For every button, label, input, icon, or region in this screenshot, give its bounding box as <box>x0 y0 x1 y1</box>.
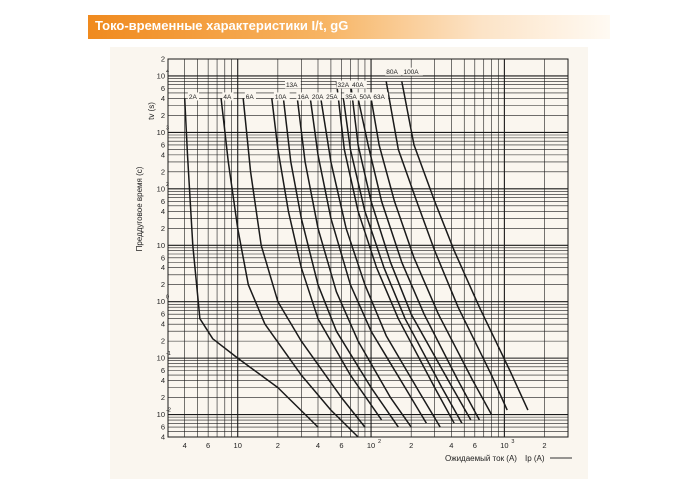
series-label-16A: 16A <box>297 93 309 101</box>
y-tick-exponent: -1 <box>166 351 171 358</box>
series-label-32A: 32A <box>337 82 350 90</box>
x-tick-label: 4 <box>315 441 321 450</box>
y-tick-exponent: -2 <box>166 407 171 414</box>
y-tick-label: 2 <box>160 336 165 346</box>
series-label-13A: 13A <box>285 82 298 90</box>
title-banner <box>88 15 610 39</box>
y-tick-label: 4 <box>160 150 165 160</box>
y-tick-label: 4 <box>160 432 165 442</box>
y-tick-label: 6 <box>160 309 165 319</box>
x-tick-label: 4 <box>182 441 187 450</box>
y-tick-exponent: 0 <box>166 294 170 301</box>
curve-2A <box>185 98 318 427</box>
y-tick-label: 2 <box>160 280 165 290</box>
y-tick-label: 2 <box>160 167 165 177</box>
series-label-25A: 25A <box>326 93 338 101</box>
series-label-6A: 6A <box>245 93 254 101</box>
y-tick-label: 10 <box>156 353 165 363</box>
curve-35A <box>343 98 462 423</box>
series-label-100A: 100A <box>403 69 419 77</box>
chart-panel <box>110 47 588 479</box>
x-axis-symbol: Ip (A) <box>525 454 545 463</box>
y-tick-label: 10 <box>156 71 165 81</box>
y-tick-label: 6 <box>160 422 165 432</box>
series-label-4A: 4A <box>223 93 232 101</box>
time-current-chart <box>110 47 588 479</box>
curve-16A <box>297 98 411 427</box>
y-tick-label: 10 <box>156 240 165 250</box>
y-tick-label: 2 <box>160 223 165 233</box>
y-axis-label: Преддуговое время (c) <box>135 166 144 252</box>
y-tick-label: 10 <box>156 297 165 307</box>
y-tick-label: 2 <box>160 393 165 403</box>
series-label-10A: 10A <box>274 93 287 101</box>
y-tick-label: 6 <box>160 84 165 94</box>
y-tick-label: 2 <box>160 110 165 120</box>
series-label-2A: 2A <box>188 93 197 101</box>
x-tick-label: 6 <box>472 441 477 450</box>
y-tick-label: 6 <box>160 253 165 263</box>
y-tick-label: 6 <box>160 140 165 150</box>
page-title: Токо-временные характеристики I/t, gG <box>95 18 349 33</box>
y-tick-exponent: 4 <box>166 68 170 75</box>
x-tick-label: 10 <box>500 441 509 450</box>
series-label-63A: 63A <box>373 93 385 101</box>
series-labels <box>188 68 423 101</box>
x-tick-label: 6 <box>339 441 344 450</box>
y-tick-exponent: 2 <box>166 181 170 188</box>
x-tick-label: 10 <box>366 441 376 450</box>
x-tick-label: 2 <box>542 441 547 450</box>
x-tick-label: 10 <box>233 441 242 450</box>
grid-lines <box>168 59 568 437</box>
x-tick-exponent: 2 <box>378 439 382 445</box>
y-tick-label: 2 <box>160 54 165 64</box>
tick-labels <box>157 55 547 451</box>
y-tick-label: 4 <box>160 206 165 216</box>
y-tick-label: 6 <box>160 196 165 206</box>
y-tick-exponent: 3 <box>166 125 170 132</box>
series-label-40A: 40A <box>352 82 364 90</box>
x-tick-label: 2 <box>409 441 414 450</box>
x-axis-label: Ожидаемый ток (A) <box>445 454 517 463</box>
y-tick-label: 4 <box>160 319 165 329</box>
series-label-35A: 35A <box>345 93 357 101</box>
x-tick-exponent: 3 <box>511 439 515 445</box>
y-tick-label: 10 <box>156 127 165 137</box>
x-tick-label: 2 <box>275 441 280 450</box>
y-tick-label: 4 <box>160 263 165 273</box>
y-tick-label: 4 <box>160 376 165 386</box>
y-tick-label: 10 <box>156 410 165 420</box>
x-tick-label: 6 <box>206 441 211 450</box>
y-tick-label: 10 <box>156 184 165 194</box>
series-label-20A: 20A <box>311 93 324 101</box>
y-axis-symbol: tv (s) <box>147 102 156 120</box>
series-label-80A: 80A <box>386 69 398 77</box>
x-tick-label: 4 <box>449 441 454 450</box>
y-tick-label: 6 <box>160 366 165 376</box>
y-tick-label: 4 <box>160 93 165 103</box>
series-label-50A: 50A <box>359 93 372 101</box>
